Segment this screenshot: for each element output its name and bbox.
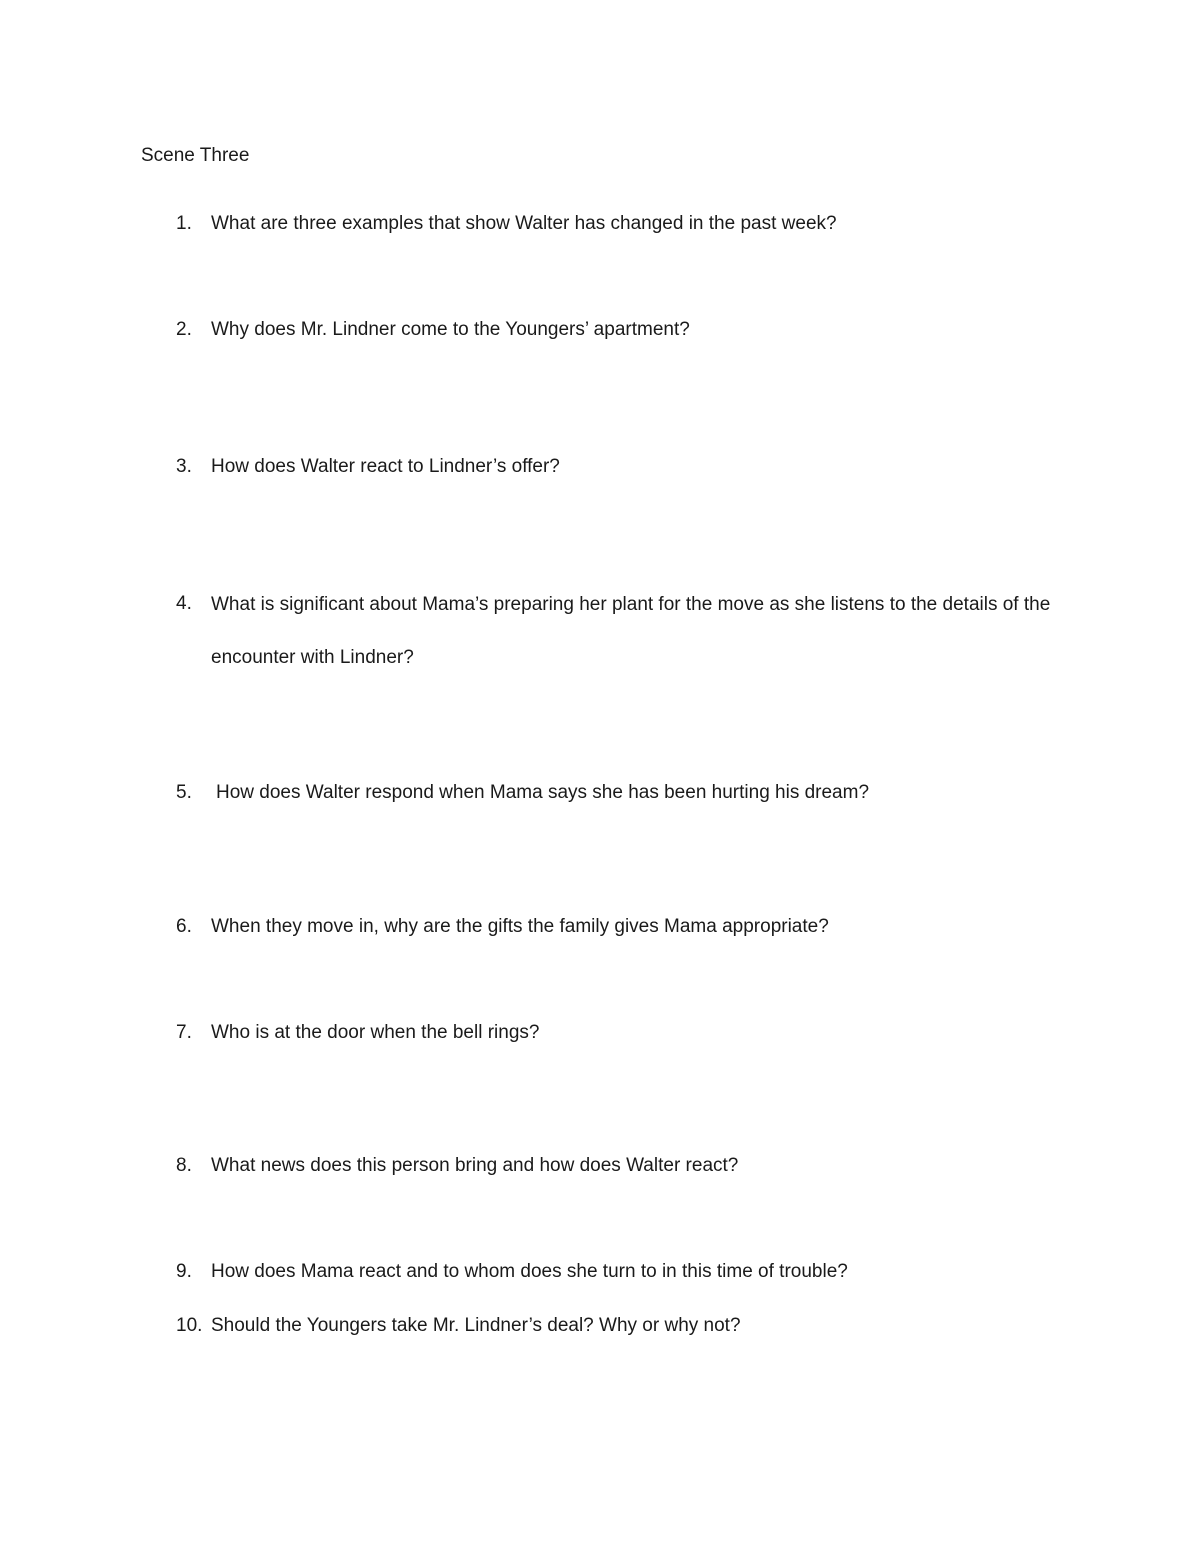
question-number: 2. [176, 319, 192, 340]
question-text: How does Mama react and to whom does she turn to in this time of trouble? [211, 1261, 848, 1282]
page-heading: Scene Three [141, 145, 250, 166]
question-number: 9. [176, 1261, 192, 1282]
question-number: 6. [176, 916, 192, 937]
question-text: How does Walter react to Lindner’s offer? [211, 456, 560, 477]
question-number: 10. [176, 1315, 203, 1336]
question-number: 3. [176, 456, 192, 477]
question-text: When they move in, why are the gifts the family gives Mama appropriate? [211, 916, 829, 937]
question-text: What is significant about Mama’s preparing her plant for the move as she listens to the details of the encounter with Lindner? [211, 594, 1051, 668]
question-number: 8. [176, 1155, 192, 1176]
question-number: 5. [176, 782, 192, 803]
question-text: How does Walter respond when Mama says she has been hurting his dream? [216, 782, 870, 803]
question-text: Why does Mr. Lindner come to the Youngers’ apartment? [211, 319, 690, 340]
question-text: Who is at the door when the bell rings? [211, 1022, 540, 1043]
question-text: What are three examples that show Walter has changed in the past week? [211, 213, 837, 234]
question-number: 4. [176, 593, 192, 614]
question-number: 7. [176, 1022, 192, 1043]
question-number: 1. [176, 213, 192, 234]
question-text: Should the Youngers take Mr. Lindner’s deal? Why or why not? [211, 1315, 741, 1336]
question-text: What news does this person bring and how does Walter react? [211, 1155, 739, 1176]
